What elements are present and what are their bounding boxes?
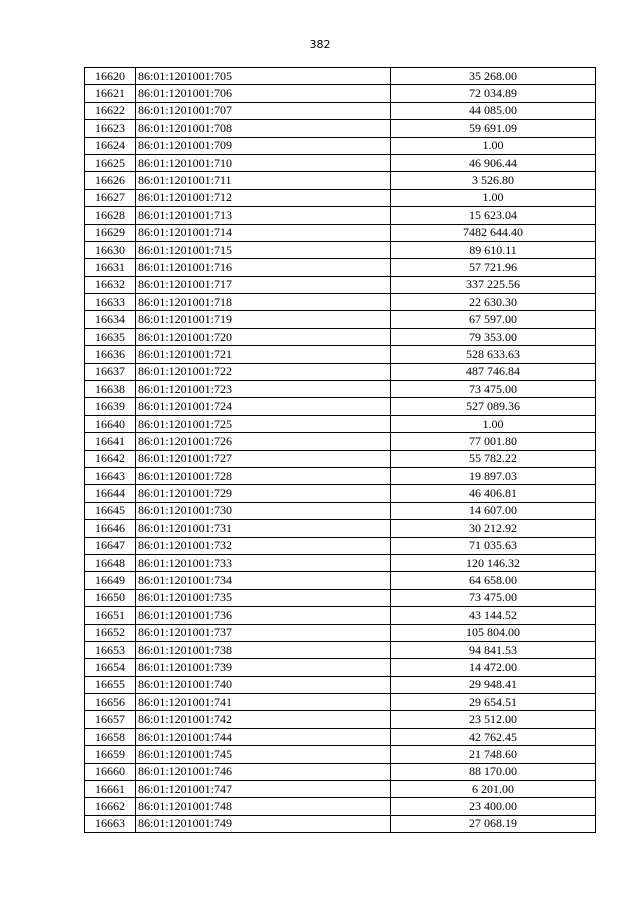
table-row — [85, 363, 596, 380]
table-row — [85, 172, 596, 189]
table-row — [85, 276, 596, 293]
row-number: 16635 — [85, 328, 136, 345]
row-number: 16626 — [85, 172, 136, 189]
table-row — [85, 502, 596, 519]
cadastral-number: 86:01:1201001:737 — [136, 624, 391, 641]
row-number: 16643 — [85, 467, 136, 484]
row-number: 16645 — [85, 502, 136, 519]
cadastral-number: 86:01:1201001:710 — [136, 154, 391, 171]
row-number: 16663 — [85, 815, 136, 832]
cadastral-number: 86:01:1201001:723 — [136, 381, 391, 398]
cadastral-number: 86:01:1201001:728 — [136, 467, 391, 484]
cadastral-value: 23 400.00 — [391, 798, 596, 815]
row-number: 16641 — [85, 433, 136, 450]
table-row — [85, 137, 596, 154]
row-number: 16629 — [85, 224, 136, 241]
cadastral-value: 1.00 — [391, 415, 596, 432]
cadastral-value: 42 762.45 — [391, 728, 596, 745]
cadastral-value: 7482 644.40 — [391, 224, 596, 241]
cadastral-number: 86:01:1201001:714 — [136, 224, 391, 241]
row-number: 16624 — [85, 137, 136, 154]
cadastral-number: 86:01:1201001:721 — [136, 346, 391, 363]
cadastral-number: 86:01:1201001:734 — [136, 572, 391, 589]
row-number: 16651 — [85, 607, 136, 624]
cadastral-number: 86:01:1201001:726 — [136, 433, 391, 450]
row-number: 16661 — [85, 781, 136, 798]
row-number: 16642 — [85, 450, 136, 467]
cadastral-number: 86:01:1201001:715 — [136, 241, 391, 258]
table-row — [85, 328, 596, 345]
row-number: 16652 — [85, 624, 136, 641]
cadastral-value: 15 623.04 — [391, 207, 596, 224]
cadastral-value: 57 721.96 — [391, 259, 596, 276]
row-number: 16653 — [85, 641, 136, 658]
cadastral-value: 73 475.00 — [391, 589, 596, 606]
table-row — [85, 120, 596, 137]
cadastral-value: 14 607.00 — [391, 502, 596, 519]
table-row — [85, 85, 596, 102]
table-row — [85, 763, 596, 780]
cadastral-number: 86:01:1201001:708 — [136, 120, 391, 137]
cadastral-value: 35 268.00 — [391, 68, 596, 85]
cadastral-number: 86:01:1201001:747 — [136, 781, 391, 798]
row-number: 16644 — [85, 485, 136, 502]
cadastral-value: 59 691.09 — [391, 120, 596, 137]
table-row — [85, 102, 596, 119]
cadastral-value: 89 610.11 — [391, 241, 596, 258]
table-row — [85, 746, 596, 763]
cadastral-value-table — [84, 67, 596, 833]
row-number: 16621 — [85, 85, 136, 102]
cadastral-number: 86:01:1201001:712 — [136, 189, 391, 206]
cadastral-number: 86:01:1201001:730 — [136, 502, 391, 519]
cadastral-value: 64 658.00 — [391, 572, 596, 589]
table-row — [85, 537, 596, 554]
cadastral-number: 86:01:1201001:720 — [136, 328, 391, 345]
cadastral-number: 86:01:1201001:739 — [136, 659, 391, 676]
table-row — [85, 433, 596, 450]
cadastral-value: 527 089.36 — [391, 398, 596, 415]
cadastral-number: 86:01:1201001:722 — [136, 363, 391, 380]
cadastral-value: 23 512.00 — [391, 711, 596, 728]
cadastral-number: 86:01:1201001:748 — [136, 798, 391, 815]
row-number: 16622 — [85, 102, 136, 119]
row-number: 16623 — [85, 120, 136, 137]
row-number: 16650 — [85, 589, 136, 606]
cadastral-number: 86:01:1201001:745 — [136, 746, 391, 763]
table-row — [85, 346, 596, 363]
row-number: 16655 — [85, 676, 136, 693]
row-number: 16628 — [85, 207, 136, 224]
cadastral-number: 86:01:1201001:744 — [136, 728, 391, 745]
cadastral-value: 487 746.84 — [391, 363, 596, 380]
table-row — [85, 641, 596, 658]
cadastral-number: 86:01:1201001:724 — [136, 398, 391, 415]
row-number: 16659 — [85, 746, 136, 763]
table-row — [85, 624, 596, 641]
row-number: 16654 — [85, 659, 136, 676]
row-number: 16649 — [85, 572, 136, 589]
table-row — [85, 259, 596, 276]
cadastral-number: 86:01:1201001:732 — [136, 537, 391, 554]
cadastral-value: 105 804.00 — [391, 624, 596, 641]
cadastral-value: 19 897.03 — [391, 467, 596, 484]
row-number: 16637 — [85, 363, 136, 380]
cadastral-value: 46 406.81 — [391, 485, 596, 502]
cadastral-number: 86:01:1201001:706 — [136, 85, 391, 102]
row-number: 16631 — [85, 259, 136, 276]
table-body — [85, 68, 596, 833]
cadastral-number: 86:01:1201001:716 — [136, 259, 391, 276]
table-row — [85, 154, 596, 171]
table-row — [85, 572, 596, 589]
row-number: 16660 — [85, 763, 136, 780]
cadastral-value: 72 034.89 — [391, 85, 596, 102]
table-row — [85, 589, 596, 606]
table-row — [85, 607, 596, 624]
cadastral-value: 1.00 — [391, 189, 596, 206]
cadastral-value: 46 906.44 — [391, 154, 596, 171]
cadastral-number: 86:01:1201001:719 — [136, 311, 391, 328]
cadastral-value: 88 170.00 — [391, 763, 596, 780]
cadastral-value: 120 146.32 — [391, 554, 596, 571]
table-row — [85, 381, 596, 398]
cadastral-number: 86:01:1201001:731 — [136, 520, 391, 537]
cadastral-value: 337 225.56 — [391, 276, 596, 293]
row-number: 16647 — [85, 537, 136, 554]
table-row — [85, 241, 596, 258]
table-row — [85, 398, 596, 415]
row-number: 16620 — [85, 68, 136, 85]
cadastral-number: 86:01:1201001:707 — [136, 102, 391, 119]
row-number: 16639 — [85, 398, 136, 415]
table-row — [85, 467, 596, 484]
row-number: 16627 — [85, 189, 136, 206]
row-number: 16657 — [85, 711, 136, 728]
row-number: 16638 — [85, 381, 136, 398]
table-row — [85, 711, 596, 728]
cadastral-value: 67 597.00 — [391, 311, 596, 328]
cadastral-value: 55 782.22 — [391, 450, 596, 467]
row-number: 16656 — [85, 694, 136, 711]
cadastral-value: 528 633.63 — [391, 346, 596, 363]
cadastral-value: 43 144.52 — [391, 607, 596, 624]
row-number: 16632 — [85, 276, 136, 293]
table-row — [85, 415, 596, 432]
table-row — [85, 554, 596, 571]
table-row — [85, 659, 596, 676]
cadastral-number: 86:01:1201001:733 — [136, 554, 391, 571]
cadastral-number: 86:01:1201001:713 — [136, 207, 391, 224]
cadastral-number: 86:01:1201001:717 — [136, 276, 391, 293]
cadastral-number: 86:01:1201001:740 — [136, 676, 391, 693]
cadastral-number: 86:01:1201001:709 — [136, 137, 391, 154]
cadastral-number: 86:01:1201001:735 — [136, 589, 391, 606]
cadastral-value: 22 630.30 — [391, 294, 596, 311]
cadastral-value: 73 475.00 — [391, 381, 596, 398]
cadastral-value: 29 948.41 — [391, 676, 596, 693]
row-number: 16630 — [85, 241, 136, 258]
cadastral-number: 86:01:1201001:705 — [136, 68, 391, 85]
cadastral-number: 86:01:1201001:729 — [136, 485, 391, 502]
table-row — [85, 781, 596, 798]
cadastral-number: 86:01:1201001:711 — [136, 172, 391, 189]
table-row — [85, 694, 596, 711]
cadastral-number: 86:01:1201001:738 — [136, 641, 391, 658]
table-row — [85, 224, 596, 241]
table-row — [85, 68, 596, 85]
cadastral-value: 27 068.19 — [391, 815, 596, 832]
cadastral-value: 1.00 — [391, 137, 596, 154]
row-number: 16634 — [85, 311, 136, 328]
cadastral-value: 44 085.00 — [391, 102, 596, 119]
cadastral-number: 86:01:1201001:727 — [136, 450, 391, 467]
table-row — [85, 450, 596, 467]
cadastral-number: 86:01:1201001:725 — [136, 415, 391, 432]
table-row — [85, 815, 596, 832]
cadastral-value: 77 001.80 — [391, 433, 596, 450]
cadastral-value: 21 748.60 — [391, 746, 596, 763]
cadastral-number: 86:01:1201001:736 — [136, 607, 391, 624]
row-number: 16633 — [85, 294, 136, 311]
cadastral-value: 29 654.51 — [391, 694, 596, 711]
table-row — [85, 520, 596, 537]
cadastral-value: 79 353.00 — [391, 328, 596, 345]
cadastral-value: 30 212.92 — [391, 520, 596, 537]
table-row — [85, 294, 596, 311]
row-number: 16648 — [85, 554, 136, 571]
page-number: 382 — [309, 38, 331, 51]
table-row — [85, 728, 596, 745]
row-number: 16636 — [85, 346, 136, 363]
table-row — [85, 798, 596, 815]
table-row — [85, 485, 596, 502]
cadastral-value: 3 526.80 — [391, 172, 596, 189]
cadastral-number: 86:01:1201001:718 — [136, 294, 391, 311]
cadastral-number: 86:01:1201001:742 — [136, 711, 391, 728]
table-row — [85, 189, 596, 206]
table-row — [85, 676, 596, 693]
table-row — [85, 207, 596, 224]
cadastral-value: 14 472.00 — [391, 659, 596, 676]
row-number: 16625 — [85, 154, 136, 171]
row-number: 16662 — [85, 798, 136, 815]
cadastral-value: 6 201.00 — [391, 781, 596, 798]
cadastral-number: 86:01:1201001:749 — [136, 815, 391, 832]
row-number: 16646 — [85, 520, 136, 537]
cadastral-number: 86:01:1201001:746 — [136, 763, 391, 780]
row-number: 16658 — [85, 728, 136, 745]
cadastral-number: 86:01:1201001:741 — [136, 694, 391, 711]
cadastral-value: 94 841.53 — [391, 641, 596, 658]
cadastral-value: 71 035.63 — [391, 537, 596, 554]
row-number: 16640 — [85, 415, 136, 432]
table-row — [85, 311, 596, 328]
